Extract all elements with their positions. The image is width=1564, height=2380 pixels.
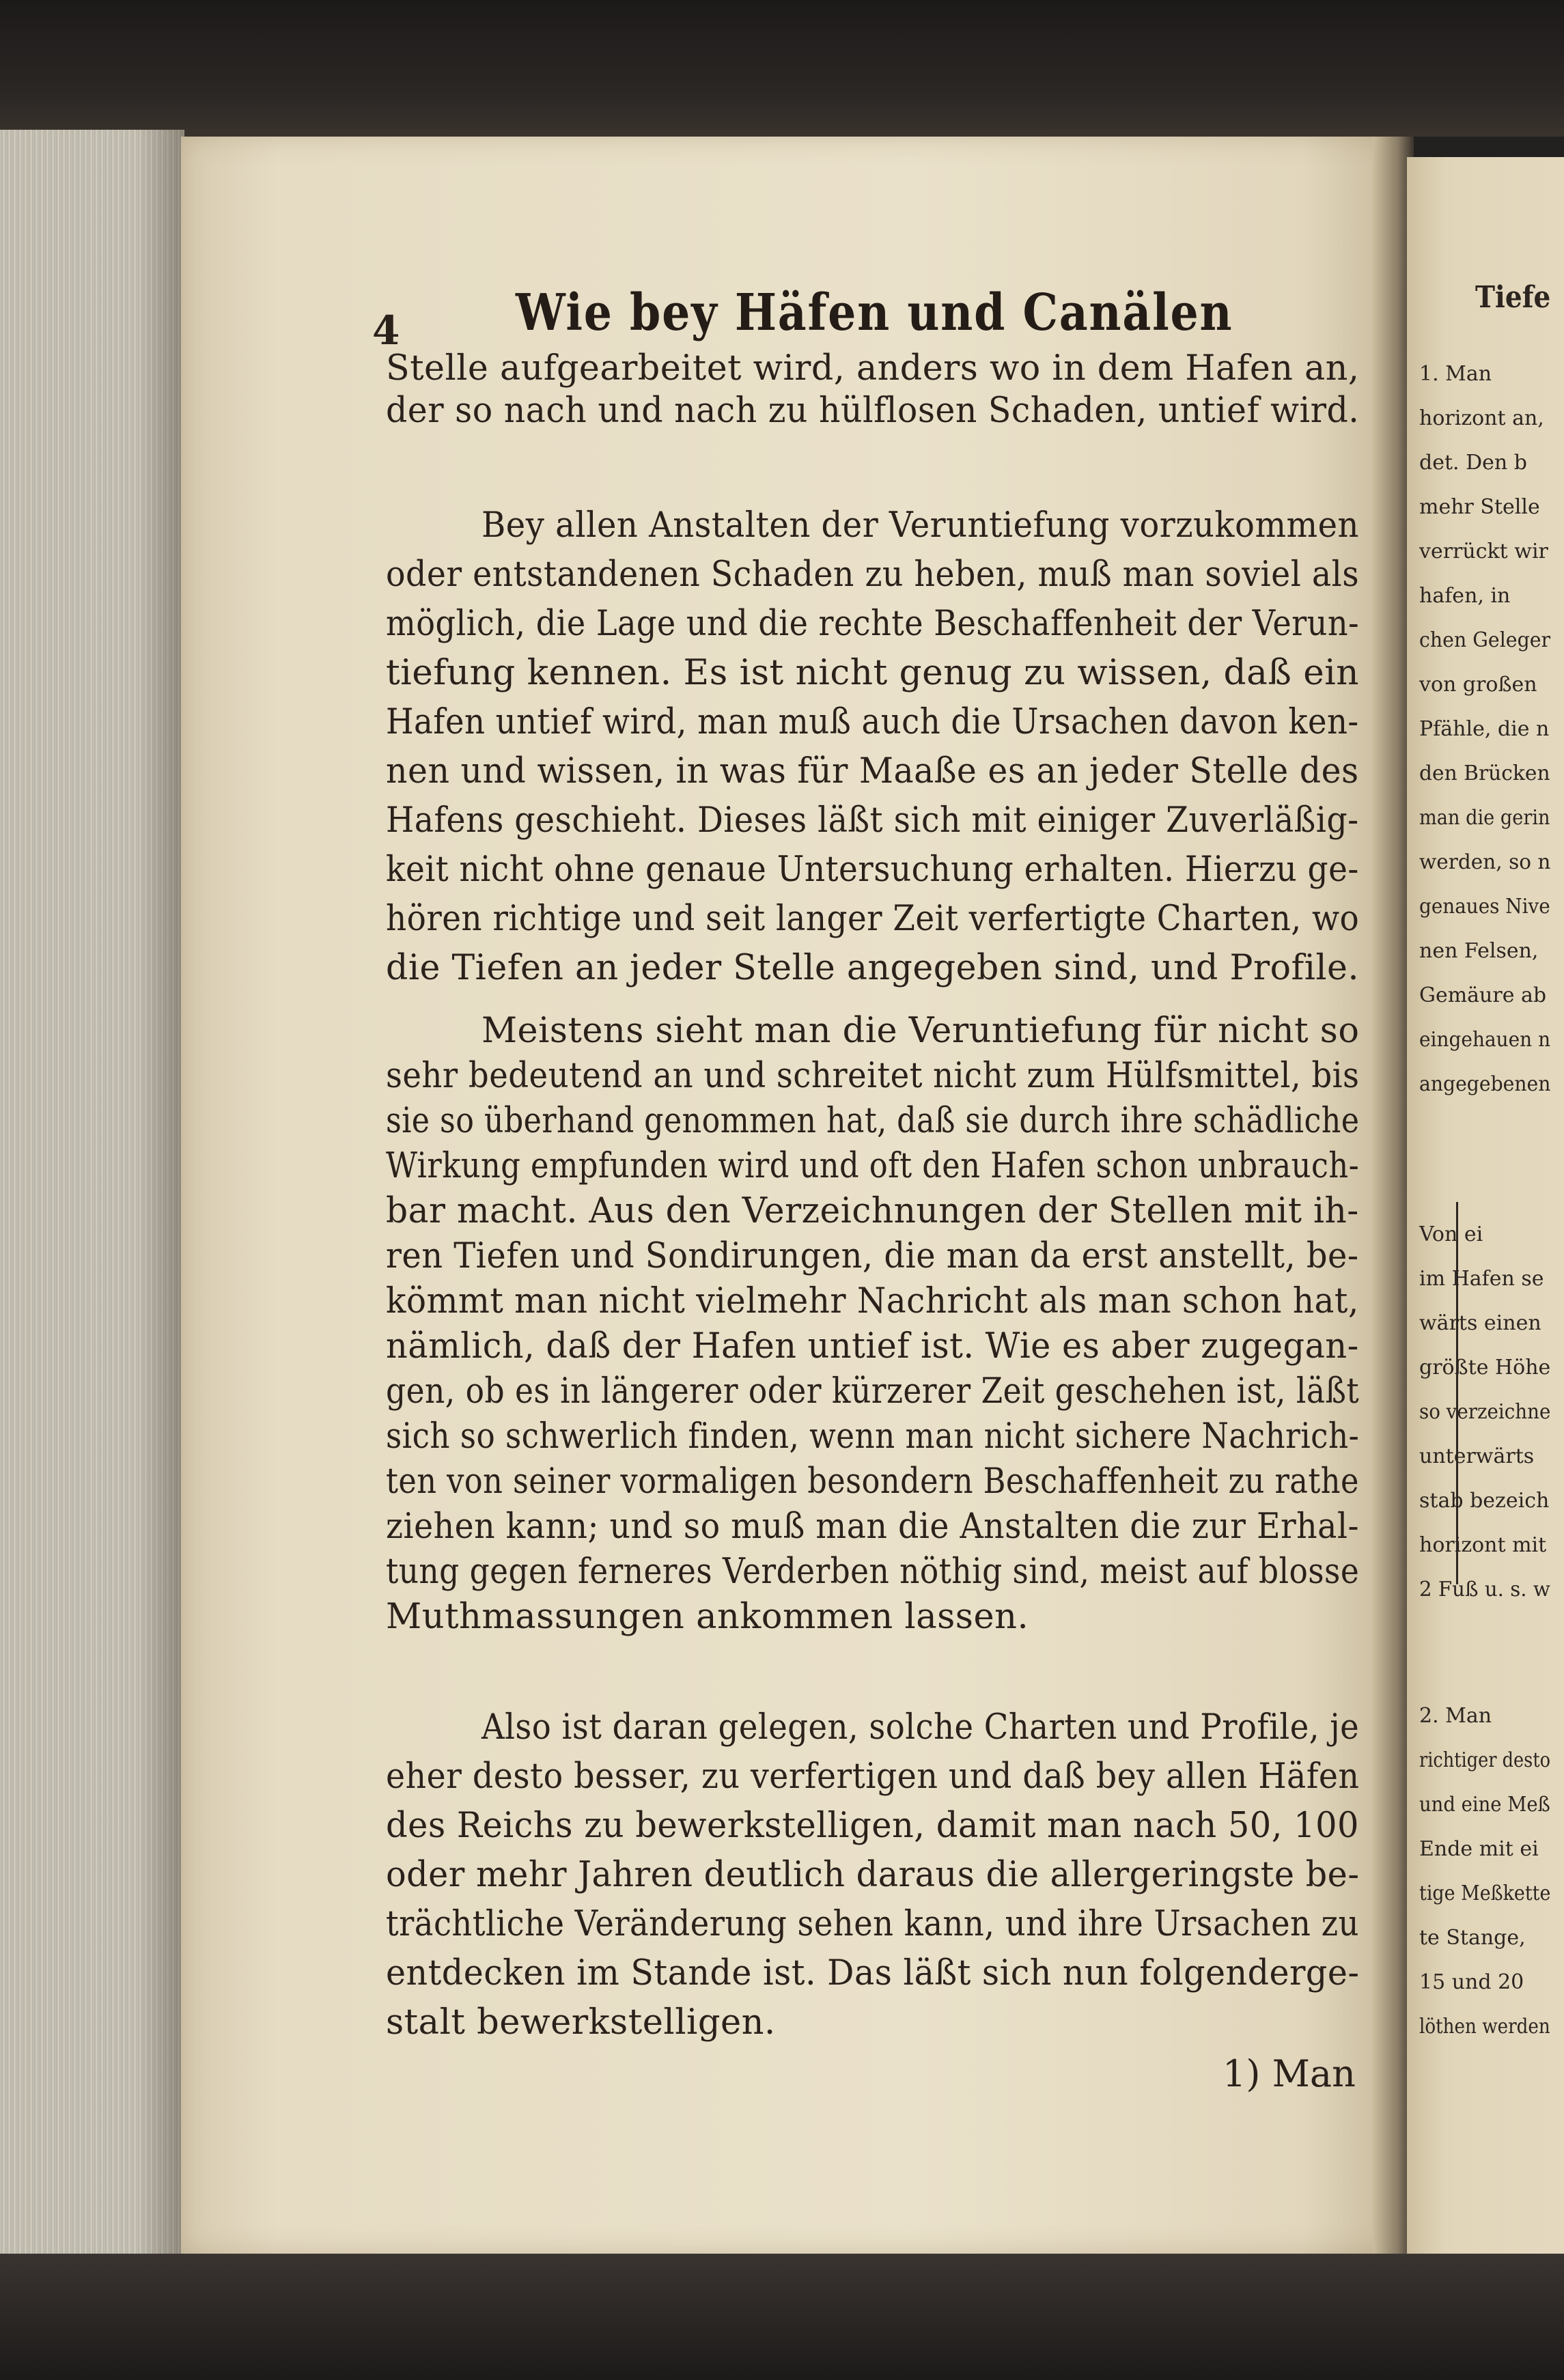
text-line: sich so schwerlich finden, wenn man nicht sichere Nachrich-: [386, 1416, 1360, 1457]
text-line: des Reichs zu bewerkstelligen, damit man nach 50, 100: [386, 1806, 1359, 1846]
text-line: ten von seiner vormaligen besondern Beschaffenheit zu rathe: [386, 1461, 1359, 1502]
facing-page-line: und eine Meß: [1419, 1793, 1550, 1817]
text-line: Hafens geschieht. Dieses läßt sich mit einiger Zuverläßig-: [386, 800, 1359, 841]
text-line: trächtliche Veränderung sehen kann, und ihre Ursachen zu: [386, 1904, 1359, 1944]
text-line: tiefung kennen. Es ist nicht genug zu wissen, daß ein: [386, 653, 1359, 693]
facing-page-line: den Brücken: [1419, 761, 1550, 785]
text-line: ziehen kann; und so muß man die Anstalten die zur Erhal-: [386, 1507, 1359, 1547]
facing-page-line: chen Geleger: [1419, 628, 1551, 652]
text-line: tung gegen ferneres Verderben nöthig sind, meist auf blosse: [386, 1552, 1360, 1592]
facing-page-line: nen Felsen,: [1419, 939, 1539, 963]
facing-page-line: 1. Man: [1419, 362, 1492, 386]
facing-page-line: mehr Stelle: [1419, 495, 1540, 519]
facing-page-line: richtiger desto: [1419, 1748, 1551, 1772]
facing-page-line: 15 und 20: [1419, 1970, 1524, 1994]
facing-page-line: werden, so n: [1419, 850, 1551, 874]
page-number: 4: [372, 307, 400, 354]
fore-edge-shadow: [137, 130, 184, 2380]
text-line: Bey allen Anstalten der Veruntiefung vorzukommen: [481, 505, 1359, 546]
text-line: nämlich, daß der Hafen untief ist. Wie es aber zugegan-: [386, 1326, 1359, 1367]
facing-page-line: größte Höhe: [1419, 1356, 1551, 1380]
book-bottom-edge: [0, 2254, 1564, 2380]
facing-page-line: det. Den b: [1419, 451, 1527, 475]
facing-page-line: stab bezeich: [1419, 1489, 1550, 1513]
text-line: der so nach und nach zu hülflosen Schaden, untief wird.: [386, 391, 1360, 431]
text-line: kömmt man nicht vielmehr Nachricht als man schon hat,: [386, 1281, 1359, 1321]
facing-page-line: 2 Fuß u. s. w: [1419, 1578, 1550, 1601]
facing-page-line: Ende mit ei: [1419, 1837, 1539, 1861]
facing-page-line: te Stange,: [1419, 1926, 1526, 1950]
running-head: Wie bey Häfen und Canälen: [516, 283, 1233, 342]
facing-page-line: eingehauen n: [1419, 1028, 1551, 1052]
facing-page-line: Gemäure ab: [1419, 983, 1547, 1007]
facing-page-edge: [1407, 157, 1564, 2254]
facing-page-line: man die gerin: [1419, 806, 1550, 830]
text-line: keit nicht ohne genaue Untersuchung erhalten. Hierzu ge-: [386, 850, 1359, 890]
text-line: sie so überhand genommen hat, daß sie durch ihre schädliche: [386, 1101, 1360, 1141]
text-line: Stelle aufgearbeitet wird, anders wo in dem Hafen an,: [386, 348, 1360, 389]
facing-page-line: Tiefe: [1475, 280, 1551, 315]
text-line: entdecken im Stande ist. Das läßt sich nun folgenderge-: [386, 1953, 1360, 1993]
facing-page-line: im Hafen se: [1419, 1267, 1544, 1291]
facing-page-line: horizont an,: [1419, 406, 1544, 430]
facing-page-rule: [1456, 1202, 1458, 1584]
text-line: Meistens sieht man die Veruntiefung für nicht so: [481, 1011, 1360, 1051]
text-line: oder entstandenen Schaden zu heben, muß man soviel als: [386, 555, 1360, 595]
facing-page-line: hafen, in: [1419, 584, 1511, 608]
text-line: Also ist daran gelegen, solche Charten und Profile, je: [481, 1707, 1360, 1748]
text-line: möglich, die Lage und die rechte Beschaffenheit der Verun-: [386, 604, 1360, 644]
facing-page-line: unterwärts: [1419, 1444, 1535, 1468]
facing-page-line: Pfähle, die n: [1419, 717, 1550, 741]
text-line: Hafen untief wird, man muß auch die Ursachen davon ken-: [386, 702, 1359, 742]
book-top-edge: [0, 0, 1564, 137]
facing-page-line: genaues Nive: [1419, 895, 1550, 919]
text-line: hören richtige und seit langer Zeit verfertigte Charten, wo: [386, 899, 1360, 939]
text-line: Wirkung empfunden wird und oft den Hafen schon unbrauch-: [386, 1146, 1360, 1186]
facing-page-line: 2. Man: [1419, 1704, 1492, 1728]
text-line: Muthmassungen ankommen lassen.: [386, 1597, 1029, 1637]
facing-page-line: löthen werden: [1419, 2015, 1550, 2039]
text-line: ren Tiefen und Sondirungen, die man da erst anstellt, be-: [386, 1236, 1359, 1276]
text-line: bar macht. Aus den Verzeichnungen der Stellen mit ih-: [386, 1191, 1359, 1231]
facing-page-line: wärts einen: [1419, 1311, 1541, 1335]
text-line: gen, ob es in längerer oder kürzerer Zeit geschehen ist, läßt: [386, 1371, 1360, 1412]
text-line: nen und wissen, in was für Maaße es an jeder Stelle des: [386, 751, 1359, 792]
facing-page-line: verrückt wir: [1419, 540, 1548, 563]
facing-page-line: tige Meßkette: [1419, 1881, 1551, 1905]
facing-page-line: so verzeichne: [1419, 1400, 1551, 1424]
facing-page-line: horizont mit: [1419, 1533, 1547, 1557]
text-line: die Tiefen an jeder Stelle angegeben sind, und Profile.: [386, 948, 1360, 988]
text-line: eher desto besser, zu verfertigen und daß bey allen Häfen: [386, 1756, 1360, 1797]
facing-page-line: von großen: [1419, 673, 1537, 697]
text-line: sehr bedeutend an und schreitet nicht zum Hülfsmittel, bis: [386, 1056, 1360, 1096]
text-line: stalt bewerkstelligen.: [386, 2002, 776, 2043]
facing-page-line: angegebenen: [1419, 1072, 1551, 1096]
catchword: 1) Man: [1223, 2052, 1356, 2095]
facing-page-line: Von ei: [1419, 1222, 1483, 1246]
text-line: oder mehr Jahren deutlich daraus die allergeringste be-: [386, 1855, 1360, 1895]
